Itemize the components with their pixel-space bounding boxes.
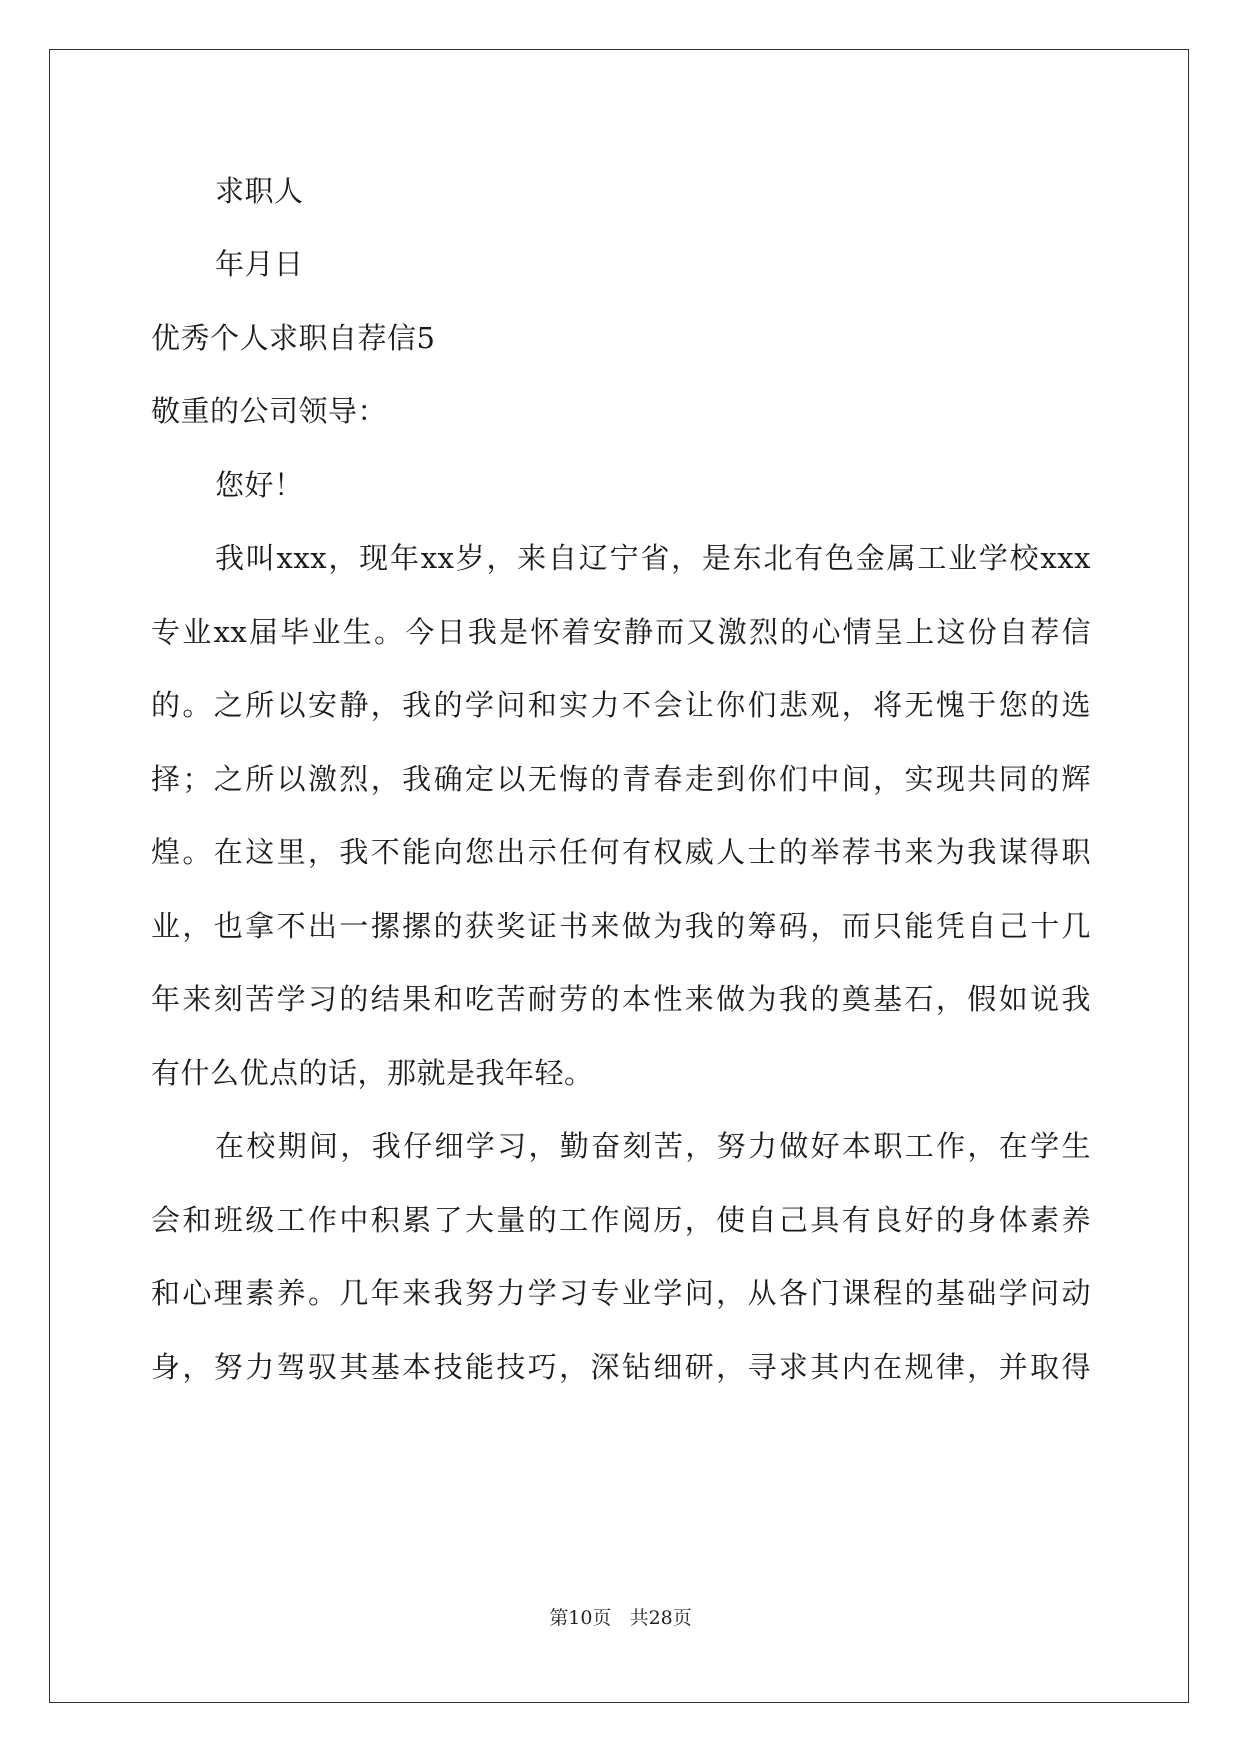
paragraph-line: 年来刻苦学习的结果和吃苦耐劳的本性来做为我的奠基石，假如说我 (151, 982, 1091, 1016)
paragraph-line: 的。之所以安静，我的学问和实力不会让你们悲观，将无愧于您的选 (151, 688, 1091, 722)
greeting: 您好！ (215, 468, 304, 502)
page-total: 共28页 (629, 1607, 692, 1629)
paragraph-line: 和心理素养。几年来我努力学习专业学问，从各门课程的基础学问动 (151, 1276, 1091, 1310)
letter-title: 优秀个人求职自荐信5 (151, 321, 436, 355)
paragraph-line: 择；之所以激烈，我确定以无悔的青春走到你们中间，实现共同的辉 (151, 762, 1091, 796)
paragraph-line: 业，也拿不出一摞摞的获奖证书来做为我的筹码，而只能凭自己十几 (151, 909, 1091, 943)
page-border (49, 49, 1189, 1703)
date-label: 年月日 (215, 247, 304, 281)
signature-label: 求职人 (215, 174, 304, 208)
paragraph-line: 煌。在这里，我不能向您出示任何有权威人士的举荐书来为我谋得职 (151, 835, 1091, 869)
paragraph-line: 身，努力驾驭其基本技能技巧，深钻细研，寻求其内在规律，并取得 (151, 1350, 1091, 1384)
paragraph-line: 我叫xxx，现年xx岁，来自辽宁省，是东北有色金属工业学校xxx (215, 541, 1091, 575)
paragraph-line: 会和班级工作中积累了大量的工作阅历，使自己具有良好的身体素养 (151, 1203, 1091, 1237)
page-number: 第10页 (549, 1607, 612, 1629)
salutation: 敬重的公司领导： (151, 394, 388, 428)
paragraph-line: 专业xx届毕业生。今日我是怀着安静而又激烈的心情呈上这份自荐信 (151, 615, 1091, 649)
paragraph-line: 有什么优点的话，那就是我年轻。 (151, 1056, 594, 1090)
paragraph-line: 在校期间，我仔细学习，勤奋刻苦，努力做好本职工作，在学生 (215, 1129, 1091, 1163)
page-footer (0, 1606, 1241, 1630)
